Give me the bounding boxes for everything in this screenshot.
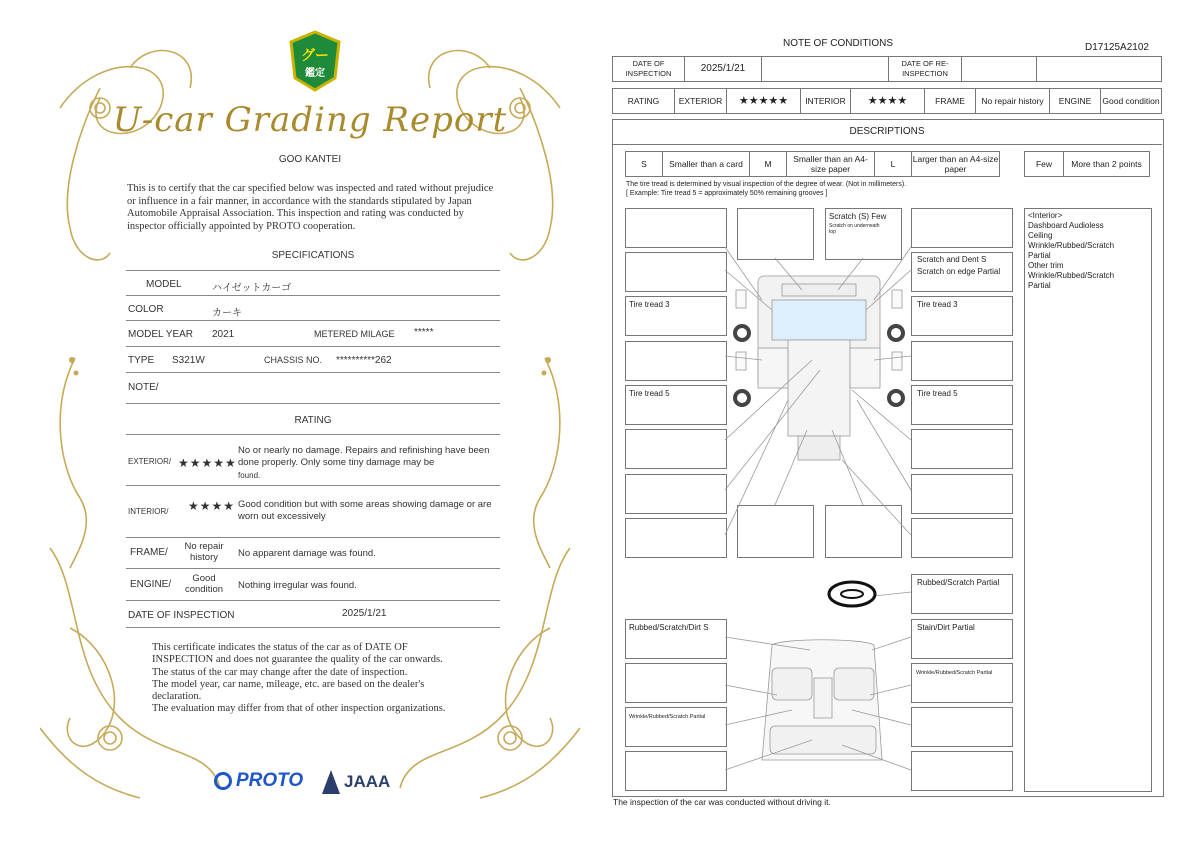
frame-label: FRAME bbox=[924, 88, 976, 114]
date-of-inspection-label: DATE OF INSPECTION bbox=[128, 610, 235, 621]
report-subtitle: GOO KANTEI bbox=[278, 154, 342, 165]
tire-icon-fl bbox=[735, 326, 749, 340]
model-value: ハイゼットカーゴ bbox=[212, 283, 292, 294]
note-text: Scratch on edge Partial bbox=[917, 267, 1001, 276]
interior-summary-line: Partial bbox=[1028, 281, 1051, 290]
note-text: Scratch and Dent S bbox=[917, 255, 987, 264]
type-label: TYPE bbox=[128, 355, 155, 366]
specifications-heading: SPECIFICATIONS bbox=[271, 250, 355, 261]
certificate-footer bbox=[152, 642, 492, 716]
engine-description: Nothing irregular was found. bbox=[238, 580, 357, 591]
reinspection-value-cell bbox=[961, 56, 1037, 82]
report-title: U-car Grading Report bbox=[112, 100, 508, 140]
proto-logo-icon bbox=[214, 772, 232, 790]
interior-summary-line: Wrinkle/Rubbed/Scratch bbox=[1028, 271, 1115, 280]
blank-cell bbox=[761, 56, 889, 82]
footer-line: The model year, car name, mileage, etc. are based on the dealer's bbox=[152, 678, 425, 690]
metered-milage-value: ***** bbox=[414, 327, 434, 338]
certification-text: This is to certify that the car specified below was inspected and rated without prejudice or influence in a fair manner, in accordance with the standards stipulated by Japan Automobile Appraisal Association. This inspection and rating was conducted by inspector officially appointed by PROTO cooperation. bbox=[127, 183, 494, 232]
rating-label: RATING bbox=[612, 88, 675, 114]
descriptions-heading: DESCRIPTIONS bbox=[612, 119, 1162, 145]
tire-icon-rl bbox=[735, 391, 749, 405]
legend-few-desc: More than 2 points bbox=[1063, 151, 1150, 177]
footer-line: The status of the car may change after the date of inspection. bbox=[152, 666, 408, 678]
rating-heading: RATING bbox=[294, 415, 332, 426]
proto-logo: PROTO bbox=[236, 770, 304, 791]
frame-label: FRAME/ bbox=[130, 547, 168, 558]
note-text: Rubbed/Scratch/Dirt S bbox=[629, 623, 709, 632]
engine-value: Good condition bbox=[184, 573, 224, 595]
jaaa-logo: JAAA bbox=[344, 772, 391, 791]
tire-icon-rr bbox=[889, 391, 903, 405]
model-label: MODEL bbox=[146, 279, 182, 290]
note-text: Rubbed/Scratch Partial bbox=[917, 578, 1000, 587]
interior-description: Good condition but with some areas showing damage or are worn out excessively bbox=[238, 499, 492, 522]
legend-m-desc: Smaller than an A4-size paper bbox=[786, 151, 875, 177]
tread-example: [ Example: Tire tread 5 = approximately 50% remaining grooves ] bbox=[626, 190, 828, 197]
color-label: COLOR bbox=[128, 304, 164, 315]
interior-rating-row bbox=[126, 485, 500, 538]
note-text: Wrinkle/Rubbed/Scratch Partial bbox=[629, 714, 706, 720]
legend-l: L bbox=[874, 151, 912, 177]
note-text: Stain/Dirt Partial bbox=[917, 623, 975, 632]
frame-description: No apparent damage was found. bbox=[238, 548, 376, 559]
frame-value: No repair history bbox=[975, 88, 1050, 114]
note-text: Tire tread 5 bbox=[917, 389, 958, 398]
date-of-reinspection-label: DATE OF RE-INSPECTION bbox=[888, 56, 962, 82]
engine-value: Good condition bbox=[1100, 88, 1162, 114]
frame-value: No repair history bbox=[184, 541, 224, 563]
engine-label: ENGINE bbox=[1049, 88, 1101, 114]
interior-summary-line: Wrinkle/Rubbed/Scratch bbox=[1028, 241, 1115, 250]
note-text: Wrinkle/Rubbed/Scratch Partial bbox=[916, 670, 993, 676]
interior-summary-line: Ceiling bbox=[1028, 231, 1053, 240]
jaaa-logo-icon bbox=[322, 770, 340, 794]
note-subtext: Scratch on underneath top bbox=[829, 223, 880, 235]
footer-line: The evaluation may differ from that of other inspection organizations. bbox=[152, 703, 446, 715]
right-footer: The inspection of the car was conducted without driving it. bbox=[613, 797, 831, 807]
svg-text:グー: グー bbox=[301, 48, 329, 64]
date-of-inspection-value: 2025/1/21 bbox=[684, 56, 762, 82]
tire-icon-fr bbox=[889, 326, 903, 340]
footer-line: declaration. bbox=[152, 691, 202, 703]
note-title: NOTE OF CONDITIONS bbox=[783, 38, 893, 49]
model-year-value: 2021 bbox=[212, 329, 235, 340]
vehicle-diagram bbox=[612, 200, 1022, 800]
model-year-row bbox=[126, 321, 500, 347]
type-value: S321W bbox=[172, 355, 205, 366]
interior-label: INTERIOR bbox=[800, 88, 851, 114]
exterior-stars: ★★★★★ bbox=[178, 456, 237, 470]
date-of-inspection-value: 2025/1/21 bbox=[342, 608, 387, 619]
chassis-value: **********262 bbox=[336, 355, 392, 366]
logos bbox=[214, 770, 414, 800]
interior-label: INTERIOR/ bbox=[128, 507, 169, 516]
interior-summary-line: <Interior> bbox=[1028, 211, 1063, 220]
footer-line: This certificate indicates the status of the car as of DATE OF bbox=[152, 642, 408, 653]
exterior-label: EXTERIOR/ bbox=[128, 457, 172, 466]
legend-l-desc: Larger than an A4-size paper bbox=[911, 151, 1000, 177]
interior-stars: ★★★★ bbox=[850, 88, 925, 114]
legend-m: M bbox=[749, 151, 787, 177]
note-text: Tire tread 3 bbox=[629, 300, 670, 309]
blank-cell bbox=[1036, 56, 1162, 82]
type-row bbox=[126, 347, 500, 373]
date-of-inspection-row bbox=[126, 601, 500, 628]
interior-stars: ★★★★ bbox=[188, 499, 236, 513]
footer-line: INSPECTION and does not guarantee the quality of the car onwards. bbox=[152, 654, 443, 666]
model-year-label: MODEL YEAR bbox=[128, 329, 194, 340]
chassis-label: CHASSIS NO. bbox=[264, 355, 323, 365]
note-label: NOTE/ bbox=[128, 382, 159, 393]
tread-note: The tire tread is determined by visual inspection of the degree of wear. (Not in millimeters). bbox=[626, 181, 907, 188]
document-id: D17125A2102 bbox=[1085, 42, 1149, 53]
exterior-rating-row bbox=[126, 434, 500, 486]
exterior-description-end: found. bbox=[238, 471, 261, 480]
interior-summary-box bbox=[1024, 208, 1152, 792]
metered-milage-label: METERED MILAGE bbox=[314, 329, 395, 339]
exterior-description: No or nearly no damage. Repairs and refinishing have been done properly. Only some tiny damage may be bbox=[238, 445, 490, 468]
steering-wheel-icon bbox=[829, 582, 875, 606]
legend-few: Few bbox=[1024, 151, 1064, 177]
engine-row bbox=[126, 569, 500, 601]
note-text: Tire tread 3 bbox=[917, 300, 958, 309]
interior-summary-line: Dashboard Audioless bbox=[1028, 221, 1104, 230]
interior-summary-line: Other trim bbox=[1028, 261, 1064, 270]
note-row bbox=[126, 373, 500, 404]
color-row bbox=[126, 295, 500, 321]
model-row bbox=[126, 270, 500, 296]
engine-label: ENGINE/ bbox=[130, 579, 172, 590]
goo-kantei-badge-icon bbox=[287, 30, 343, 92]
note-text: Tire tread 5 bbox=[629, 389, 670, 398]
svg-text:鑑定: 鑑定 bbox=[305, 68, 325, 79]
exterior-stars: ★★★★★ bbox=[726, 88, 801, 114]
color-value: カーキ bbox=[212, 308, 242, 319]
legend-s: S bbox=[625, 151, 663, 177]
frame-row bbox=[126, 538, 500, 569]
interior-summary-line: Partial bbox=[1028, 251, 1051, 260]
note-text: Scratch (S) Few bbox=[829, 212, 887, 221]
exterior-label: EXTERIOR bbox=[674, 88, 727, 114]
legend-s-desc: Smaller than a card bbox=[662, 151, 750, 177]
date-of-inspection-label: DATE OF INSPECTION bbox=[612, 56, 685, 82]
